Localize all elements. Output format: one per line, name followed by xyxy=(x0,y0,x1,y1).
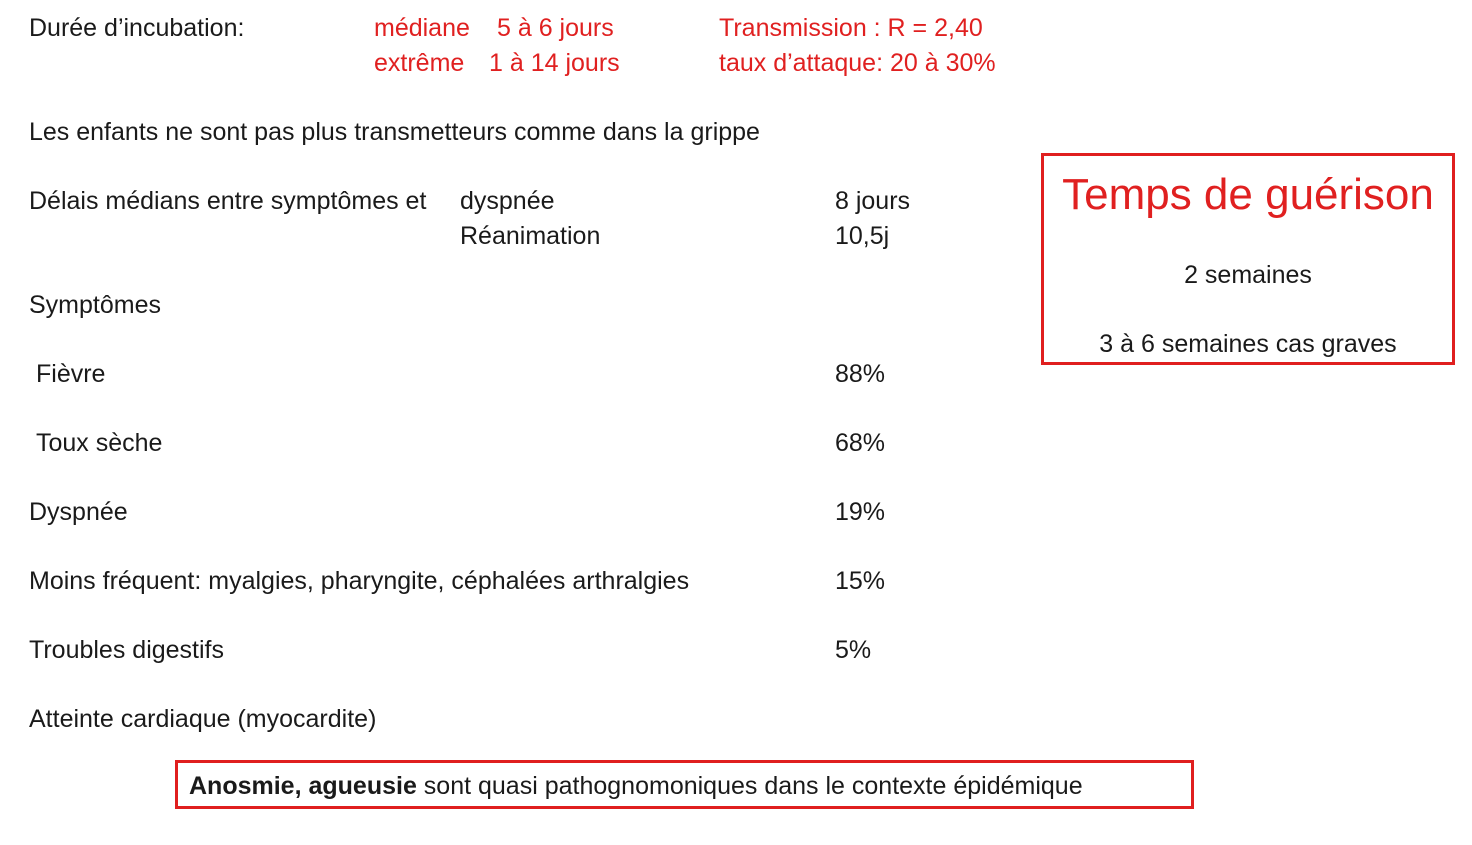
symptom-label: Fièvre xyxy=(36,360,106,388)
transmission-attack-rate: taux d’attaque: 20 à 30% xyxy=(719,49,996,77)
delay-value-dyspnea: 8 jours xyxy=(835,187,911,215)
delay-value-icu: 10,5j xyxy=(835,222,890,250)
recovery-severe: 3 à 6 semaines cas graves xyxy=(1099,330,1397,358)
incubation-extreme-label: extrême xyxy=(374,49,465,77)
symptom-value: 19% xyxy=(835,498,886,526)
incubation-median-value: 5 à 6 jours xyxy=(497,14,614,42)
delay-item-dyspnea: dyspnée xyxy=(460,187,555,215)
recovery-normal: 2 semaines xyxy=(1184,261,1312,289)
recovery-title: Temps de guérison xyxy=(1062,170,1434,219)
incubation-median-label: médiane xyxy=(374,14,470,42)
delay-item-icu: Réanimation xyxy=(460,222,601,250)
symptoms-heading: Symptômes xyxy=(29,291,161,319)
symptom-label: Dyspnée xyxy=(29,498,128,526)
symptom-value: 88% xyxy=(835,360,886,388)
recovery-time-box xyxy=(1041,153,1455,365)
symptom-value: 15% xyxy=(835,567,886,595)
cardiac-note: Atteinte cardiaque (myocardite) xyxy=(29,705,377,733)
children-note: Les enfants ne sont pas plus transmetteurs comme dans la grippe xyxy=(29,118,760,146)
symptom-label: Moins fréquent: myalgies, pharyngite, céphalées arthralgies xyxy=(29,567,690,595)
anosmia-box xyxy=(175,760,1194,809)
incubation-extreme-value: 1 à 14 jours xyxy=(489,49,620,77)
incubation-label: Durée d’incubation: xyxy=(29,14,245,42)
symptom-value: 5% xyxy=(835,636,872,664)
symptom-value: 68% xyxy=(835,429,886,457)
symptom-label: Toux sèche xyxy=(36,429,163,457)
anosmia-bold: Anosmie, agueusie xyxy=(189,772,417,800)
symptom-label: Troubles digestifs xyxy=(29,636,224,664)
transmission-r-value: Transmission : R = 2,40 xyxy=(719,14,983,42)
anosmia-text xyxy=(189,771,1083,801)
anosmia-rest: sont quasi pathognomoniques dans le contexte épidémique xyxy=(416,772,1083,800)
delays-label: Délais médians entre symptômes et xyxy=(29,187,427,215)
